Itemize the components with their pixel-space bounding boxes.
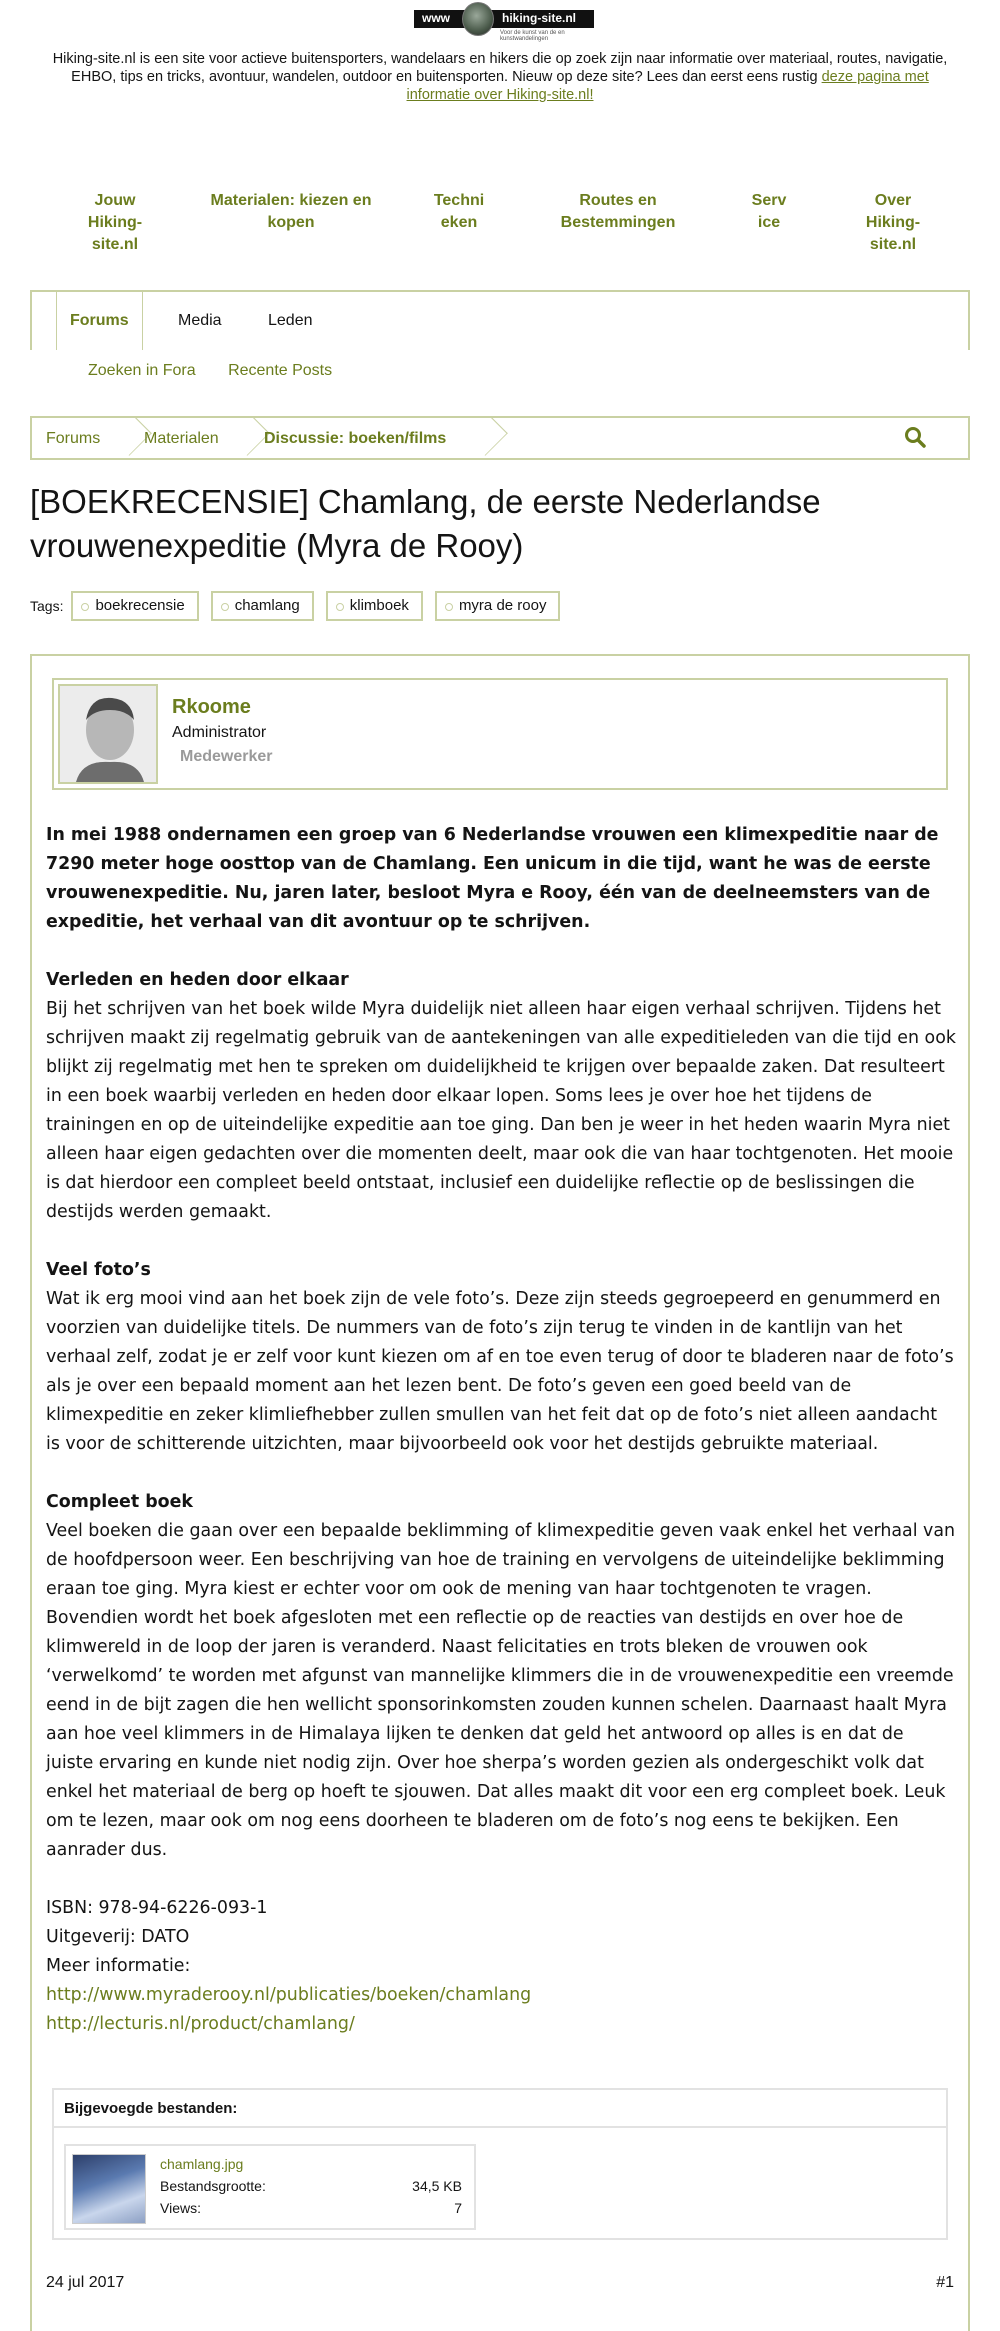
attachment-views: 7 [454, 2200, 462, 2216]
section-fotos [46, 1256, 956, 1459]
section-body: Wat ik erg mooi vind aan het boek zijn de vele foto’s. Deze zijn steeds gegroepeerd en genummerd en voorzien van duidelijke titels. De nummers van de foto’s zijn terug te vinden in de kantlijn van het verhaal zelf, zodat je er zelf voor kunt kiezen om af en toe even terug of door te bladeren naar de foto’s als je over een bepaald moment aan het lezen bent. De foto’s geven een goed beeld van de klimexpeditie en zeker klimliefhebber zullen smullen van het feit dat op de foto’s niet alleen aandacht is voor de schitterende uitzichten, maar bijvoorbeeld ook voor het destijds gebruikte materiaal. [46, 1289, 954, 1454]
attachments-box [52, 2088, 948, 2240]
logo-bar [414, 10, 594, 28]
nav-over[interactable]: Over Hiking-site.nl [865, 192, 921, 253]
user-title: Administrator [172, 724, 267, 741]
isbn: ISBN: 978-94-6226-093-1 [46, 1898, 268, 1918]
nav-routes[interactable]: Routes en Bestemmingen [560, 192, 676, 231]
attachments-title: Bijgevoegde bestanden: [54, 2090, 946, 2128]
section-verleden [46, 966, 956, 1227]
site-logo[interactable] [414, 2, 594, 42]
subtab-recente-posts[interactable]: Recente Posts [228, 362, 333, 379]
tag-boekrecensie[interactable]: boekrecensie [71, 591, 198, 621]
attachment-thumbnail[interactable] [72, 2154, 146, 2224]
tab-forums[interactable]: Forums [70, 312, 129, 329]
publisher: Uitgeverij: DATO [46, 1927, 190, 1947]
breadcrumb-materialen[interactable]: Materialen [144, 430, 219, 447]
logo-text: hiking-site.nl [502, 11, 577, 25]
forum-post [30, 654, 970, 2331]
nav-service[interactable]: Serv ice [751, 192, 787, 231]
attachment-views-label: Views: [160, 2200, 201, 2216]
breadcrumb [30, 416, 970, 460]
section-body: Bij het schrijven van het boek wilde Myra duidelijk niet alleen haar eigen verhaal schrijven. Tijdens het schrijven maakt zij regelmatig gebruik van de aantekeningen van alle expeditieleden van die tijd en ook blijkt zij regelmatig met hen te spreken om duidelijkheid te krijgen over bepaalde zaken. Dat resulteert in een boek waarbij verleden en heden door elkaar lopen. Soms lees je over hoe het tijdens de trainingen en op de uiteindelijke expeditie aan toe ging. Dan ben je weer in het heden waarin Myra niet alleen haar eigen gedachten over die momenten deelt, maar ook die van haar tochtgenoten. Het mooie is dat hierdoor een compleet beeld ontstaat, inclusief een duidelijke reflectie op de beslissingen die destijds werden gemaakt. [46, 999, 956, 1222]
post-lead: In mei 1988 ondernamen een groep van 6 Nederlandse vrouwen een klimexpeditie naar de 7290 meter hoge oosttop van de Chamlang. Een unicum in die tijd, want he was de eerste vrouwenexpeditie. Nu, jaren later, besloot Myra e Rooy, één van de deelneemsters van de expeditie, het verhaal van dit avontuur op te schrijven. [46, 825, 939, 932]
avatar[interactable] [58, 684, 158, 784]
attachment-size: 34,5 KB [412, 2178, 462, 2194]
breadcrumb-separator [476, 416, 494, 460]
attachment-views-row [160, 2200, 470, 2216]
subtab-zoeken[interactable]: Zoeken in Fora [88, 362, 196, 379]
tab-bar [30, 290, 970, 350]
tab-leden[interactable]: Leden [268, 312, 313, 329]
user-info [52, 678, 948, 790]
sub-tabs [88, 362, 360, 380]
breadcrumb-forums[interactable]: Forums [46, 430, 101, 447]
nav-materialen[interactable]: Materialen: kiezen en kopen [210, 192, 372, 231]
attachment-size-row [160, 2178, 470, 2194]
nav-jouw-hiking-site[interactable]: Jouw Hiking-site.nl [87, 192, 143, 253]
site-intro [40, 50, 960, 104]
tag-myra-de-rooy[interactable]: myra de rooy [435, 591, 561, 621]
section-heading: Veel foto’s [46, 1260, 151, 1280]
user-avatar-image [60, 686, 156, 782]
post-content [46, 821, 956, 2039]
nav-technieken[interactable]: Techni eken [433, 192, 485, 231]
book-info [46, 1894, 956, 2039]
tags-label: Tags: [30, 598, 64, 614]
page-title: [BOEKRECENSIE] Chamlang, de eerste Nederlandse vrouwenexpeditie (Myra de Rooy) [30, 483, 821, 564]
intro-link[interactable]: deze pagina met informatie over Hiking-site.nl! [406, 69, 929, 103]
section-body: Veel boeken die gaan over een bepaalde beklimming of klimexpeditie geven vaak enkel het verhaal van de hoofdpersoon weer. Een beschrijving van hoe de training en vervolgens de uiteindelijke beklimming eraan toe ging. Myra kiest er echter voor om ook de mening van haar tochtgenoten te vragen. Bovendien wordt het boek afgesloten met een reflectie op de reacties van destijds en over hoe de klimwereld in de loop der jaren is veranderd. Naast felicitaties en trots bleken de vrouwen ook ‘verwelkomd’ te worden met afgunst van mannelijke klimmers die in de vrouwenexpeditie een vreemde eend in de bijt zagen die hen wellicht sponsorinkomsten zouden kunnen schelen. Daarnaast haalt Myra aan hoe veel klimmers in de Himalaya lijken te denken dat geld het antwoord op alles is en dat de juiste ervaring en kunde niet nodig zijn. Over hoe sherpa’s worden gezien als ondergeschikt volk dat enkel het materiaal de berg op hoeft te sjouwen. Dat alles maakt dit voor een erg compleet boek. Leuk om te lezen, maar ook om nog eens doorheen te bladeren om de foto’s nog eens te bekijken. Een aanrader dus. [46, 1521, 956, 1860]
globe-icon [462, 2, 494, 36]
tab-media[interactable]: Media [178, 312, 222, 329]
user-role-badge: Medewerker [180, 748, 273, 765]
breadcrumb-separator [120, 416, 138, 460]
section-heading: Compleet boek [46, 1492, 193, 1512]
more-info-label: Meer informatie: [46, 1956, 191, 1976]
attachment-name[interactable]: chamlang.jpg [160, 2156, 244, 2172]
link-myraderooy[interactable]: http://www.myraderooy.nl/publicaties/boeken/chamlang [46, 1985, 532, 2005]
username[interactable]: Rkoome [172, 696, 251, 718]
tags-row [30, 590, 572, 622]
search-icon[interactable] [904, 426, 926, 448]
section-compleet [46, 1488, 956, 1865]
tag-chamlang[interactable]: chamlang [211, 591, 314, 621]
intro-text: Hiking-site.nl is een site voor actieve buitensporters, wandelaars en hikers die op zoek zijn naar informatie over materiaal, routes, navigatie, EHBO, tips en tricks, avontuur, wandelen, outdoor en buitensporten. Nieuw op deze site? Lees dan eerst eens rustig [52, 51, 948, 85]
attachment-size-label: Bestandsgrootte: [160, 2178, 266, 2194]
section-heading: Verleden en heden door elkaar [46, 970, 349, 990]
breadcrumb-discussie[interactable]: Discussie: boeken/films [264, 430, 447, 447]
post-date[interactable]: 24 jul 2017 [46, 2274, 125, 2291]
logo-www: www [422, 11, 451, 25]
breadcrumb-separator [238, 416, 256, 460]
tag-klimboek[interactable]: klimboek [326, 591, 423, 621]
logo-tagline: Voor de kunst van de en kunstwandelingen [500, 30, 565, 42]
post-number[interactable]: #1 [936, 2274, 954, 2291]
attachment-item[interactable] [64, 2144, 476, 2230]
link-lecturis[interactable]: http://lecturis.nl/product/chamlang/ [46, 2014, 355, 2034]
